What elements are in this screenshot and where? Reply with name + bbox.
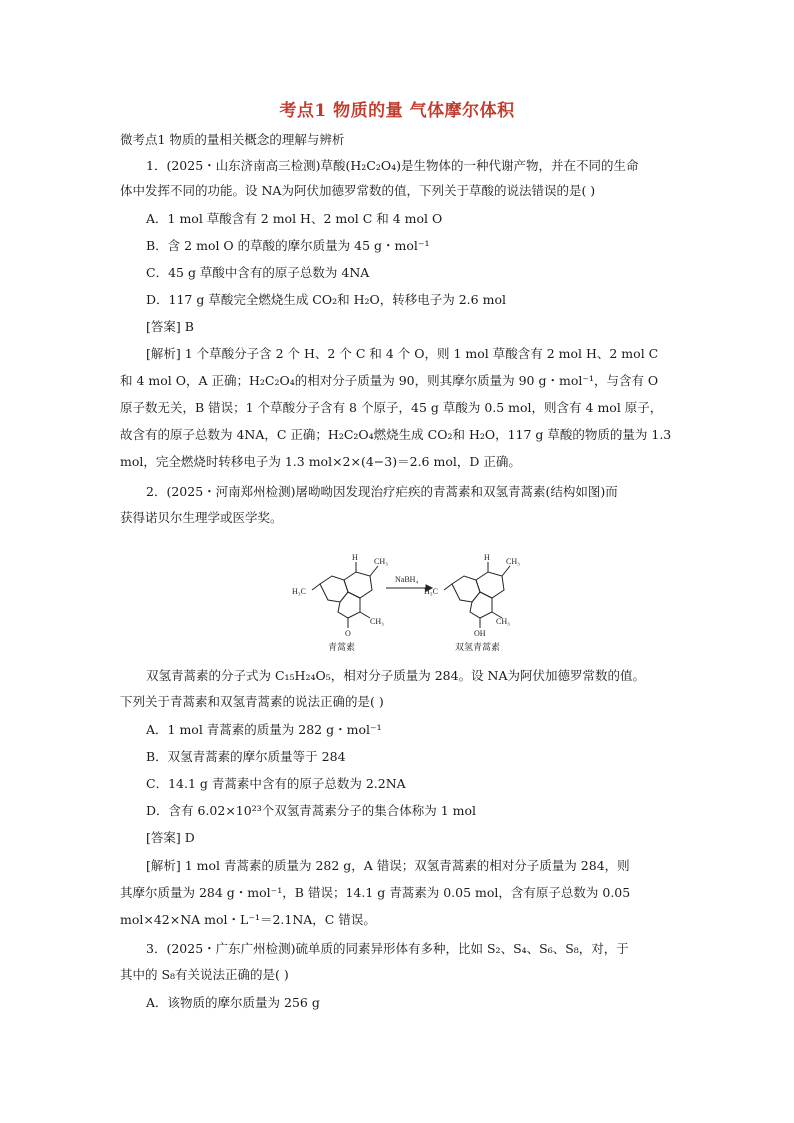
right-h-label: H [484, 553, 490, 562]
right-ring-b [476, 572, 504, 598]
q2-stem-line-1: 2．(2025・河南郑州检测)屠呦呦因发现治疗疟疾的青蒿素和双氢青蒿素(结构如图)而 [146, 484, 618, 499]
right-ch3-bottom-label: CH₃ [496, 617, 510, 626]
left-ch3-top-label: CH₃ [374, 557, 388, 566]
q3-stem-line-2: 其中的 S₈有关说法正确的是( ) [120, 967, 289, 982]
q1-option-a: A．1 mol 草酸含有 2 mol H、2 mol C 和 4 mol O [146, 211, 443, 226]
q1-option-c: C．45 g 草酸中含有的原子总数为 4NA [146, 265, 370, 280]
q2-explanation-line-2: 其摩尔质量为 284 g・mol⁻¹，B 错误；14.1 g 青蒿素为 0.05 mol，含有原子总数为 0.05 [120, 885, 631, 900]
q2-stem-line-2: 获得诺贝尔生理学或医学奖。 [120, 510, 283, 525]
q1-stem-line-2: 体中发挥不同的功能。设 NA为阿伏加德罗常数的值，下列关于草酸的说法错误的是( ) [120, 183, 596, 198]
left-molecule-caption: 青蒿素 [328, 642, 356, 652]
page-title: 考点1 物质的量 气体摩尔体积 [279, 101, 515, 121]
q1-explanation-line-1: [解析] 1 个草酸分子含 2 个 H、2 个 C 和 4 个 O，则 1 mol 草酸含有 2 mol H、2 mol C [146, 346, 659, 361]
left-h-label: H [352, 553, 358, 562]
q1-option-d: D．117 g 草酸完全燃烧生成 CO₂和 H₂O，转移电子为 2.6 mol [146, 292, 506, 307]
right-h3c-label: H₃C [424, 587, 438, 596]
left-h3c-label: H₃C [292, 587, 306, 596]
section-heading: 微考点1 物质的量相关概念的理解与辨析 [120, 132, 345, 147]
q3-stem-line-1: 3．(2025・广东广州检测)硫单质的同素异形体有多种，比如 S₂、S₄、S₆、S₈，对，于 [146, 941, 629, 956]
q1-explanation-line-3: 原子数无关，B 错误；1 个草酸分子含有 8 个原子，45 g 草酸为 0.5 mol，则含有 4 mol 原子， [120, 400, 663, 415]
q2-option-b: B．双氢青蒿素的摩尔质量等于 284 [146, 749, 346, 764]
q1-explanation-line-5: mol，完全燃烧时转移电子为 1.3 mol×2×(4−3)＝2.6 mol，D 正确。 [120, 454, 521, 469]
molecule-structures-figure [290, 544, 520, 654]
left-ring-c [338, 592, 360, 618]
q2-option-c: C．14.1 g 青蒿素中含有的原子总数为 2.2NA [146, 776, 406, 791]
q2-answer: [答案] D [146, 830, 195, 845]
q1-option-b: B．含 2 mol O 的草酸的摩尔质量为 45 g・mol⁻¹ [146, 238, 430, 253]
q2-explanation-line-1: [解析] 1 mol 青蒿素的质量为 282 g，A 错误；双氢青蒿素的相对分子质量为 284，则 [146, 858, 630, 873]
q1-stem-line-1: 1．(2025・山东济南高三检测)草酸(H₂C₂O₄)是生物体的一种代谢产物，并在不同的生命 [146, 158, 639, 173]
left-ring-b [344, 572, 372, 598]
q2-explanation-line-3: mol×42×NA mol・L⁻¹＝2.1NA，C 错误。 [120, 912, 376, 927]
q2-option-a: A．1 mol 青蒿素的质量为 282 g・mol⁻¹ [146, 722, 382, 737]
q2-stem-line-4: 下列关于青蒿素和双氢青蒿素的说法正确的是( ) [120, 694, 384, 709]
right-molecule-caption: 双氢青蒿素 [455, 642, 501, 652]
q1-explanation-line-4: 故含有的原子总数为 4NA，C 正确；H₂C₂O₄燃烧生成 CO₂和 H₂O，117 g 草酸的物质的量为 1.3 [120, 427, 672, 442]
right-oh-label: OH [474, 629, 486, 638]
q3-option-a: A．该物质的摩尔质量为 256 g [146, 995, 320, 1010]
right-ring-c [470, 592, 492, 618]
q1-answer: [答案] B [146, 319, 194, 334]
reagent-label: NaBH₄ [395, 575, 419, 584]
q2-option-d: D．含有 6.02×10²³个双氢青蒿素分子的集合体称为 1 mol [146, 803, 477, 818]
q2-stem-line-3: 双氢青蒿素的分子式为 C₁₅H₂₄O₅，相对分子质量为 284。设 NA为阿伏加德罗常数的值。 [146, 668, 646, 683]
right-ch3-top-label: CH₃ [506, 557, 520, 566]
left-ch3-bottom-label: CH₃ [370, 617, 384, 626]
q1-explanation-line-2: 和 4 mol O，A 正确；H₂C₂O₄的相对分子质量为 90，则其摩尔质量为 90 g・mol⁻¹，与含有 O [120, 373, 659, 388]
left-carbonyl-o-label: O [345, 629, 351, 638]
